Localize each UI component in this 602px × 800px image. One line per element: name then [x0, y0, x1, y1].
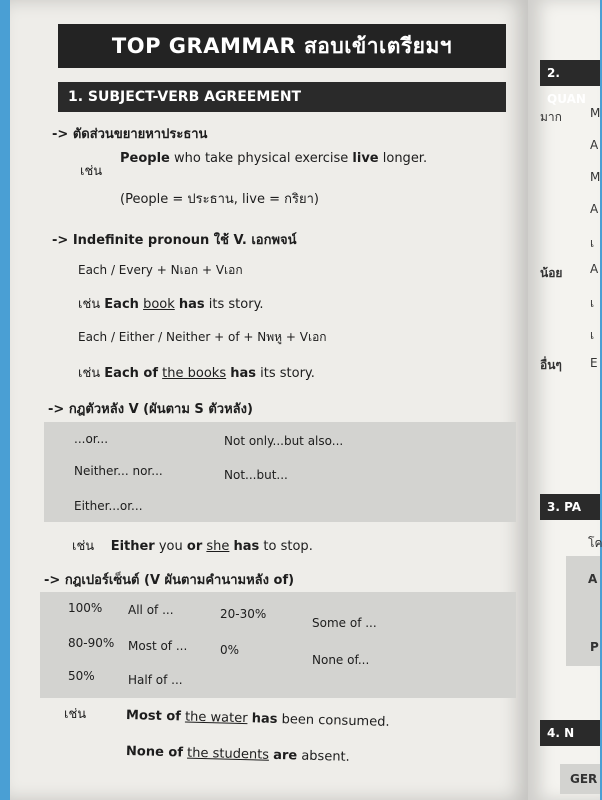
most-of-text: Most of: [125, 708, 182, 725]
rule-1-example-label: เช่น: [80, 164, 103, 179]
section-4-heading: 4. N: [540, 720, 600, 746]
rule-4-example-label: เช่น: [64, 707, 87, 722]
rule-3-item-2: Not only...but also...: [224, 434, 344, 448]
frag-6: A: [590, 262, 599, 276]
ending-text: longer.: [378, 151, 428, 166]
verb-text: has: [251, 711, 278, 727]
each-of-text: Each of: [104, 366, 159, 381]
example-label: เช่น: [78, 297, 101, 312]
example-label: เช่น: [78, 366, 101, 381]
section-3-heading: 3. PA: [540, 494, 600, 520]
noun-text: the students: [186, 745, 270, 763]
frag-8: เ: [590, 328, 595, 342]
rule-1-example: [120, 151, 427, 166]
frag3-3: P: [590, 640, 599, 654]
noun-text: the books: [162, 366, 227, 381]
she-text: she: [206, 539, 230, 554]
frag-4: A: [590, 202, 599, 216]
section-4-sub: GER: [570, 772, 598, 786]
verb-text: live: [352, 151, 379, 166]
rule-3-item-3: Neither... nor...: [74, 464, 163, 478]
ending-text: its story.: [256, 366, 315, 381]
most-of: Most of ...: [128, 639, 188, 653]
verb-text: has: [233, 539, 260, 554]
frag-2: A: [590, 138, 599, 152]
verb-text: are: [272, 747, 298, 764]
half-of: Half of ...: [128, 673, 183, 687]
rule-3-heading: -> กฎตัวหลัง V (ผันตาม S ตัวหลัง): [48, 402, 253, 417]
rule-3-item-4: Not...but...: [224, 468, 288, 482]
label-noi: น้อย: [540, 266, 563, 280]
frag-1: M: [590, 106, 601, 120]
label-uen: อื่นๆ: [540, 358, 562, 372]
ending-text: to stop.: [259, 539, 313, 554]
frag-7: เ: [590, 296, 595, 310]
you-text: you: [154, 539, 187, 554]
rule-1-note: (People = ประธาน, live = กริยา): [120, 192, 319, 207]
rule-2-example-1: [78, 293, 264, 314]
rule-4-heading: -> กฎเปอร์เซ็นต์ (V ผันตามคำนามหลัง of): [44, 573, 295, 588]
rule-2-heading: -> Indefinite pronoun ใช้ V. เอกพจน์: [52, 233, 297, 248]
some-of: Some of ...: [312, 616, 377, 630]
all-of: All of ...: [128, 603, 174, 617]
rule-2-formula-1: Each / Every + Nเอก + Vเอก: [78, 263, 243, 277]
ending-text: its story.: [204, 297, 264, 312]
subject-text: People: [120, 151, 170, 166]
none-of-text: None of: [125, 744, 184, 761]
rule-2-formula-2: Each / Either / Neither + of + Nพหู + Vเอก: [78, 330, 327, 344]
each-text: Each: [104, 297, 139, 312]
frag3-1: โค: [588, 536, 602, 550]
none-of: None of...: [312, 653, 370, 667]
or-text: or: [186, 539, 203, 554]
rule-3-example: [72, 535, 313, 556]
section-2-heading: 2. QUAN: [540, 60, 600, 86]
ending-text: absent.: [296, 748, 350, 765]
rule-3-item-1: ...or...: [74, 432, 109, 446]
verb-text: has: [230, 366, 257, 381]
rule-2-example-2: [78, 362, 315, 383]
modifier-text: who take physical exercise: [169, 151, 353, 166]
either-text: Either: [110, 539, 155, 554]
noun-text: book: [143, 297, 175, 312]
frag-3: M: [590, 170, 601, 184]
pct-0: 0%: [220, 643, 240, 657]
pct-20-30: 20-30%: [220, 607, 267, 621]
frag3-2: A: [588, 572, 598, 586]
ending-text: been consumed.: [277, 711, 390, 730]
right-page: [528, 0, 600, 800]
frag-5: เ: [590, 236, 595, 250]
pct-50: 50%: [68, 669, 95, 683]
page-title: TOP GRAMMAR สอบเข้าเตรียมฯ: [58, 24, 506, 68]
rule-3-item-5: Either...or...: [74, 499, 143, 513]
label-mak: มาก: [540, 110, 562, 124]
pct-100: 100%: [68, 601, 103, 615]
example-label: เช่น: [72, 539, 95, 554]
section-1-heading: 1. SUBJECT-VERB AGREEMENT: [58, 82, 506, 112]
rule-1-heading: -> ตัดส่วนขยายหาประธาน: [52, 127, 208, 142]
verb-text: has: [178, 297, 205, 312]
frag-9: E: [590, 356, 598, 370]
pct-80-90: 80-90%: [68, 636, 115, 650]
noun-text: the water: [184, 709, 248, 727]
